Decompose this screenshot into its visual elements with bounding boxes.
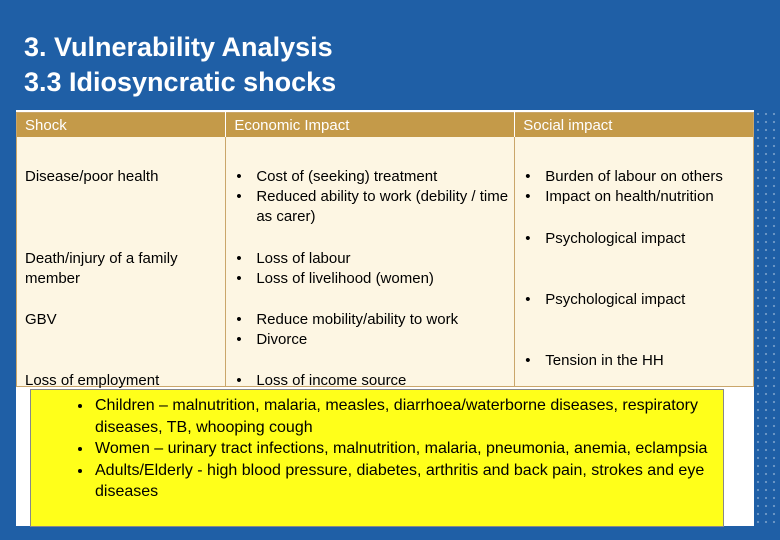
social-tension [523,351,749,371]
header-shock: Shock [17,113,226,138]
economic-employment [234,371,510,391]
slide-title-line2: 3.3 Idiosyncratic shocks [24,67,337,97]
table-body-row [17,137,754,387]
slide-title-line1: 3. Vulnerability Analysis [24,32,333,62]
shocks-table [16,112,754,387]
list-item: • Cost of (seeking) treatment [234,167,510,187]
list-item: • Tension in the HH [523,351,749,371]
list-item: • Loss of labour [234,249,510,269]
list-item: • Reduced ability to work (debility / time as carer) [234,187,510,227]
economic-gbv [234,310,510,350]
list-item: • Loss of income source [234,371,510,391]
economic-death [234,249,510,289]
social-psychological-2 [523,290,749,310]
disease-notes-box [30,389,724,527]
slide-title [24,30,336,100]
list-item: • Psychological impact [523,290,749,310]
list-item: • Burden of labour on others [523,167,749,187]
slide-frame-bottom [0,526,780,540]
list-item: • Psychological impact [523,229,749,249]
shock-death-injury: Death/injury of a family member [25,250,178,287]
list-item: • Divorce [234,330,510,350]
slide-frame-left [0,0,16,540]
shock-disease: Disease/poor health [25,168,159,185]
disease-notes-list [31,390,723,503]
social-psychological-1 [523,229,749,249]
note-adults-elderly: • Adults/Elderly - high blood pressure, diabetes, arthritis and back pain, strokes and eye diseases [93,460,709,503]
economic-disease [234,167,510,227]
social-disease [523,167,749,207]
note-children: • Children – malnutrition, malaria, measles, diarrhoea/waterborne diseases, respiratory diseases, TB, whooping cough [93,395,709,438]
economic-impact-column [226,137,515,387]
list-item: • Reduce mobility/ability to work [234,310,510,330]
header-social-impact: Social impact [515,113,754,138]
list-item: • Loss of livelihood (women) [234,269,510,289]
shock-gbv: GBV [25,311,57,328]
shock-loss-employment: Loss of employment [25,372,160,389]
decorative-dot-pattern [754,110,780,540]
table-header-row [17,113,754,138]
shock-column [17,137,226,387]
note-women: • Women – urinary tract infections, malnutrition, malaria, pneumonia, anemia, eclampsia [93,438,709,460]
list-item: • Impact on health/nutrition [523,187,749,207]
header-economic-impact: Economic Impact [226,113,515,138]
social-impact-column [515,137,754,387]
